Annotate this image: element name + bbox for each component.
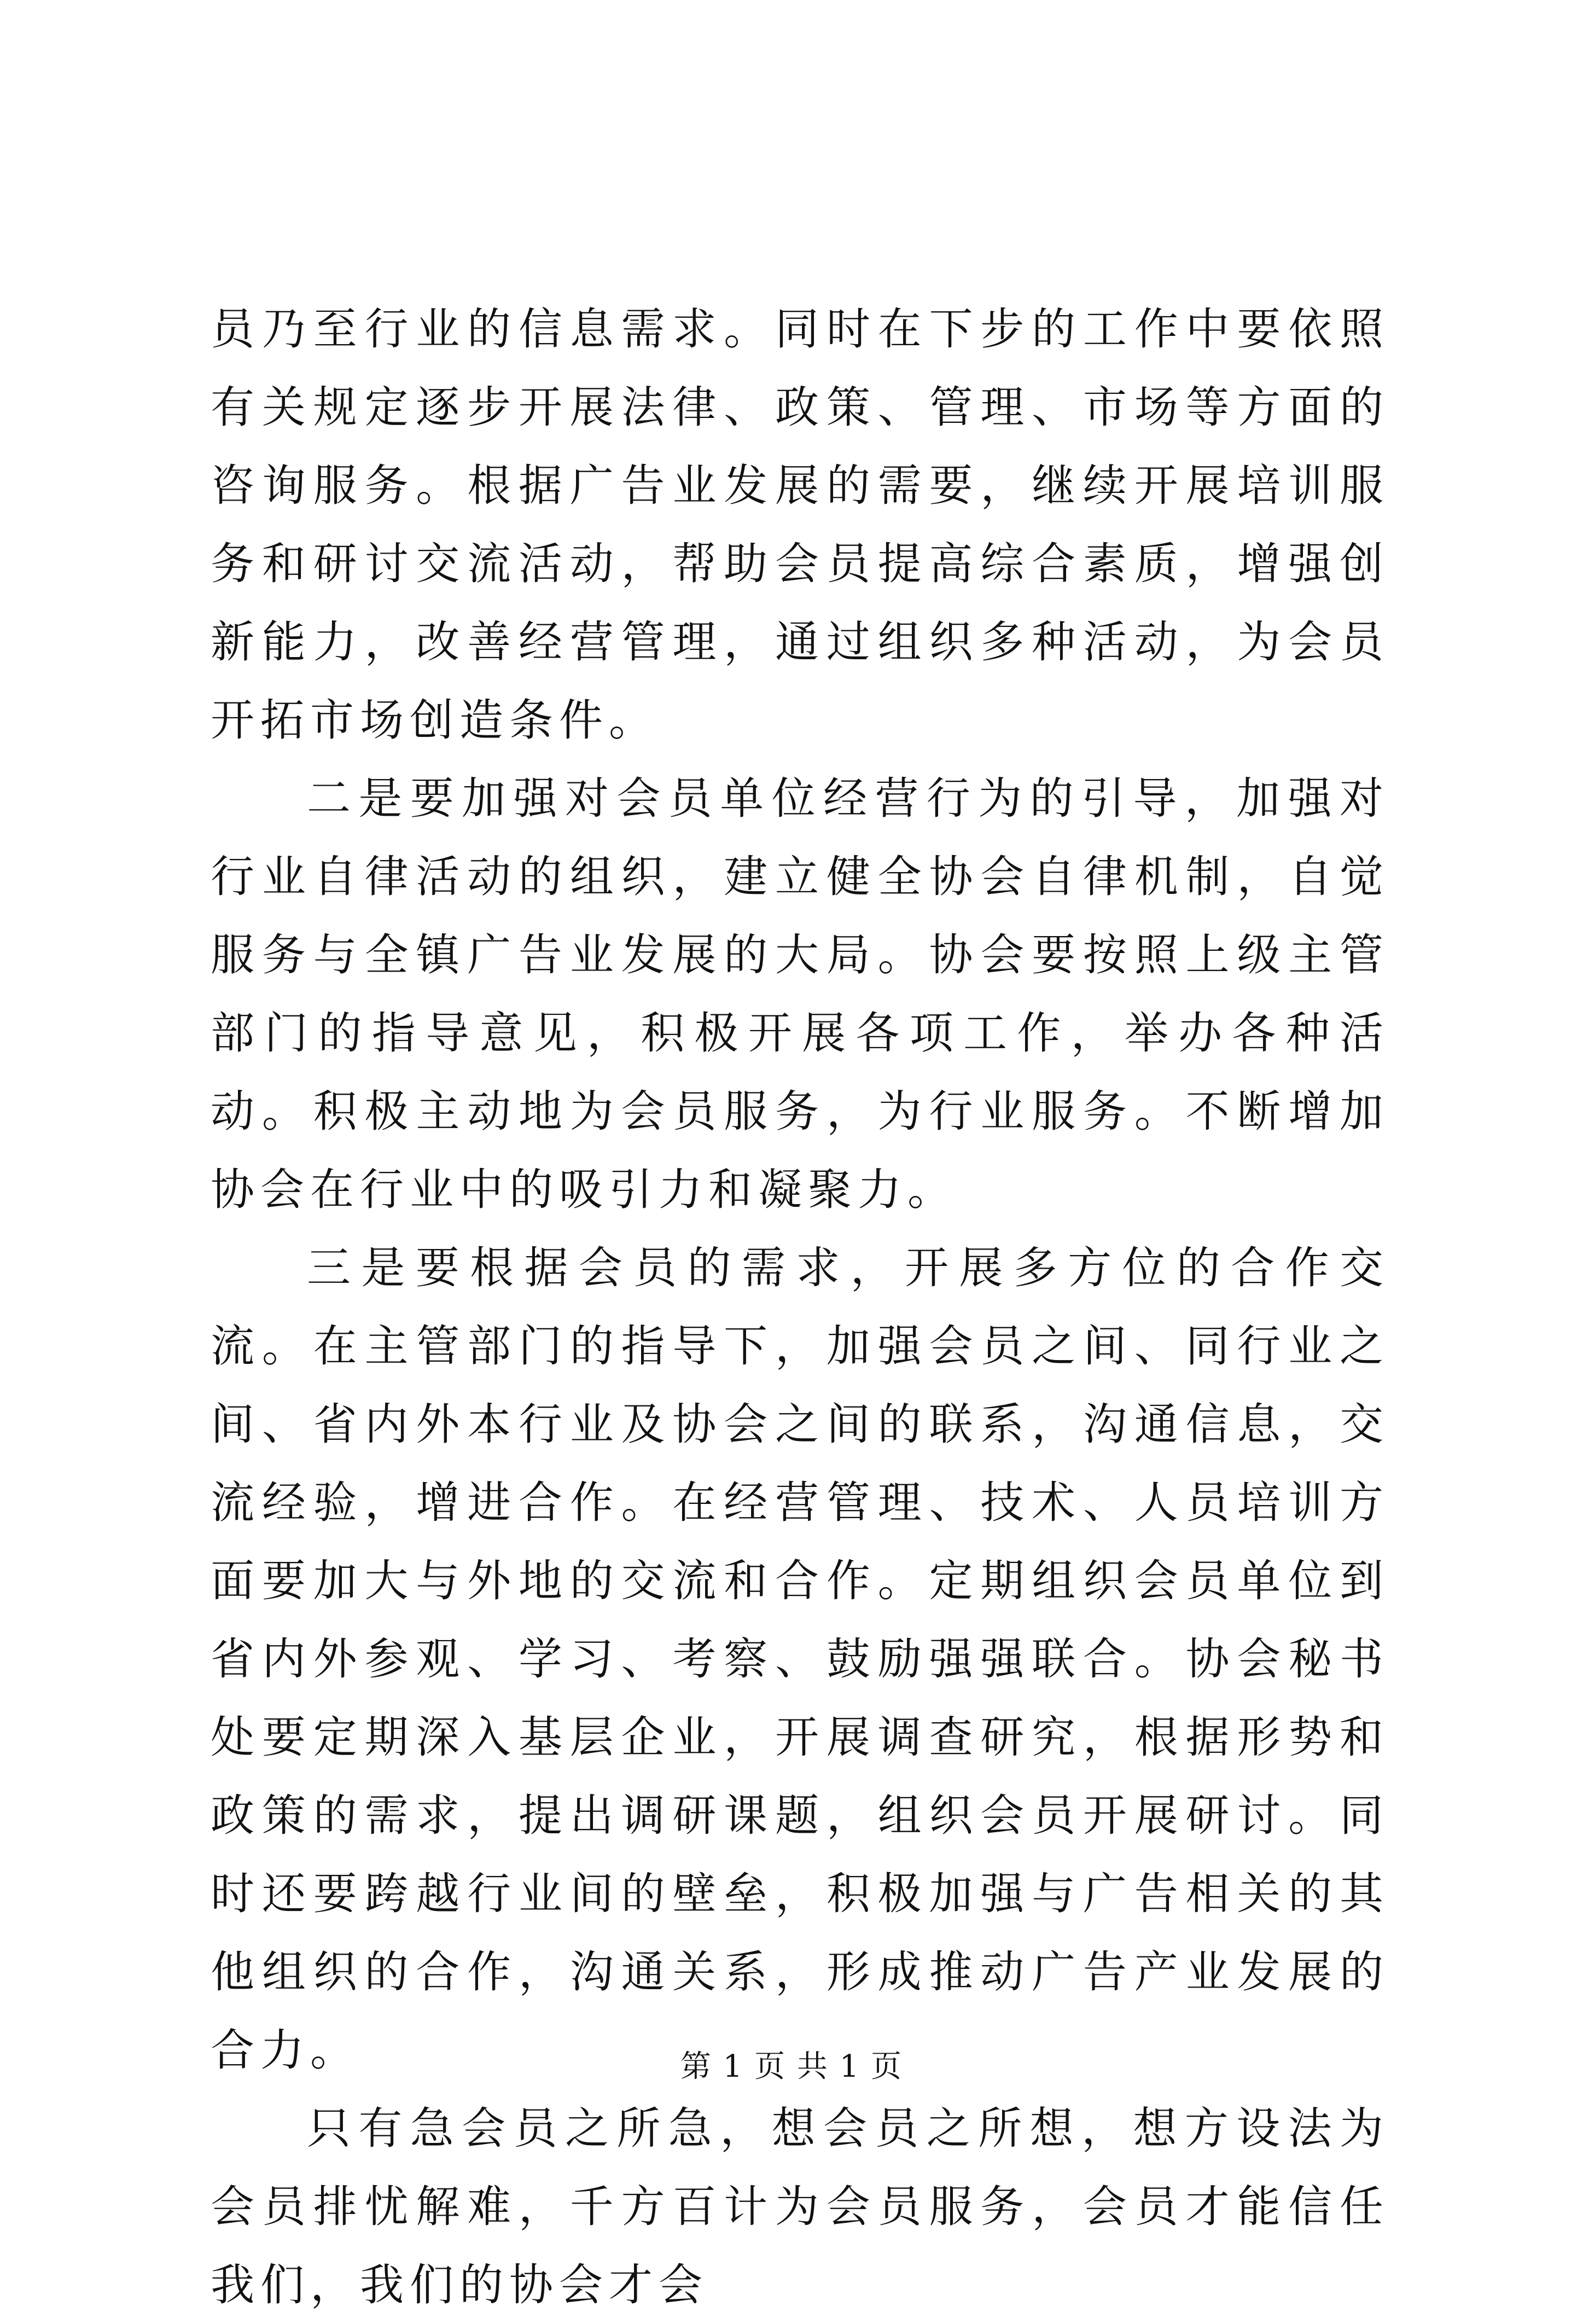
document-body bbox=[211, 290, 1389, 2324]
paragraph-1: 员乃至行业的信息需求。同时在下步的工作中要依照有关规定逐步开展法律、政策、管理、市场等方面的咨询服务。根据广告业发展的需要，继续开展培训服务和研讨交流活动，帮助会员提高综合素质，增强创新能力，改善经营管理，通过组织多种活动，为会员开拓市场创造条件。 bbox=[211, 304, 1389, 746]
paragraph-3: 三是要根据会员的需求，开展多方位的合作交流。在主管部门的指导下，加强会员之间、同行业之间、省内外本行业及协会之间的联系，沟通信息，交流经验，增进合作。在经营管理、技术、人员培训方面要加大与外地的交流和合作。定期组织会员单位到省内外参观、学习、考察、鼓励强强联合。协会秘书处要定期深入基层企业，开展调查研究，根据形势和政策的需求，提出调研课题，组织会员开展研讨。同时还要跨越行业间的壁垒，积极加强与广告相关的其他组织的合作，沟通关系，形成推动广告产业发展的合力。 bbox=[211, 1242, 1389, 2076]
paragraph-4: 只有急会员之所急，想会员之所想，想方设法为会员排忧解难，千方百计为会员服务，会员才能信任我们，我们的协会才会 bbox=[211, 2103, 1389, 2310]
page-number-footer: 第 1 页 共 1 页 bbox=[680, 2049, 903, 2084]
paragraph-2: 二是要加强对会员单位经营行为的引导，加强对行业自律活动的组织，建立健全协会自律机制，自觉服务与全镇广告业发展的大局。协会要按照上级主管部门的指导意见，积极开展各项工作，举办各种活动。积极主动地为会员服务，为行业服务。不断增加协会在行业中的吸引力和凝聚力。 bbox=[211, 773, 1389, 1215]
